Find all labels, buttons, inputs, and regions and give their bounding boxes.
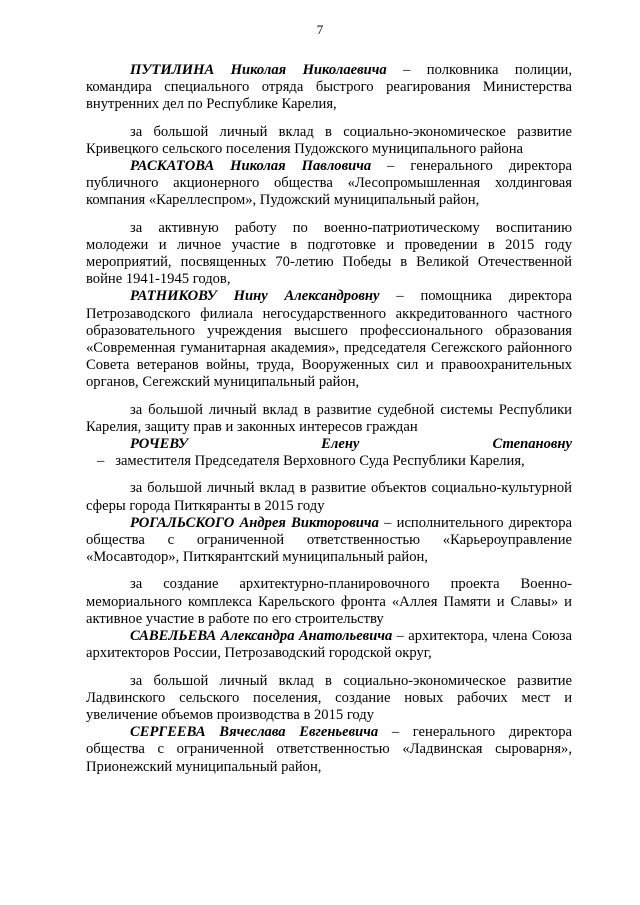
person-description: – генерального директора публичного акционерного общества «Лесопромышленная холдинговая компания «Кареллеспром», Пудожский муниципальный район, bbox=[86, 158, 572, 209]
person-description: – помощника директора Петрозаводского филиала негосударственного аккредитованного частного образовательного учреждения высшего профессионального образования «Современная гуманитарная академия», председателя Сегежского районного Совета ветеранов войны, труда, Вооруженных сил и правоохранительных органов, Сегежский муниципальный район, bbox=[86, 288, 572, 391]
paragraph-gap bbox=[86, 470, 572, 480]
document-body bbox=[86, 62, 572, 776]
award-entry-rogalsky bbox=[86, 515, 572, 567]
person-name: ПУТИЛИНА Николая Николаевича bbox=[130, 62, 387, 78]
award-entry-savelyev bbox=[86, 628, 572, 662]
person-description: – полковника полиции, командира специального отряда быстрого реагирования Министерства внутренних дел по Республике Карелия, bbox=[86, 62, 572, 113]
paragraph-gap bbox=[86, 663, 572, 673]
paragraph-gap bbox=[86, 114, 572, 124]
person-name: РАТНИКОВУ Нину Александровну bbox=[130, 288, 380, 305]
award-entry-ratnikova bbox=[86, 288, 572, 391]
person-name: СЕРГЕЕВА Вячеслава Евгеньевича bbox=[130, 724, 379, 741]
person-description: – генерального директора общества с ограниченной ответственностью «Ладвинская сыроварня», Прионежский муниципальный район, bbox=[86, 724, 572, 775]
award-entry-rocheva bbox=[86, 436, 572, 470]
person-description: – заместителя Председателя Верховного Суда Республики Карелия, bbox=[86, 453, 525, 470]
paragraph-gap bbox=[86, 210, 572, 220]
person-name: РАСКАТОВА Николая Павловича bbox=[130, 158, 372, 175]
award-reason: за большой личный вклад в развитие объектов социально-культурной сферы города Питкяранты в 2015 году bbox=[86, 480, 572, 514]
award-reason: за большой личный вклад в социально-экономическое развитие Ладвинского сельского поселения, создание новых рабочих мест и увеличение объемов производства в 2015 году bbox=[86, 672, 572, 723]
person-name: РОГАЛЬСКОГО Андрея Викторовича bbox=[130, 514, 379, 531]
person-name: РОЧЕВУ Елену Степановну bbox=[130, 436, 572, 453]
paragraph-gap bbox=[86, 392, 572, 402]
award-entry-raskatov bbox=[86, 158, 572, 210]
page-number: 7 bbox=[316, 22, 324, 37]
award-entry-sergeev bbox=[86, 724, 572, 776]
award-reason: за большой личный вклад в социально-экономическое развитие Кривецкого сельского поселения Пудожского муниципального района bbox=[86, 123, 572, 157]
person-description: – архитектора, члена Союза архитекторов России, Петрозаводский городской округ, bbox=[86, 628, 572, 662]
award-reason: за активную работу по военно-патриотическому воспитанию молодежи и личное участие в подготовке и проведении в 2015 году мероприятий, посвященных 70-летию Победы в Великой Отечественной войне 1941-1945 годов, bbox=[86, 219, 572, 288]
award-entry-putilin bbox=[86, 62, 572, 114]
award-reason: за большой личный вклад в развитие судебной системы Республики Карелия, защиту прав и законных интересов граждан bbox=[86, 401, 572, 435]
award-reason: за создание архитектурно-планировочного проекта Военно-мемориального комплекса Карельского фронта «Аллея Памяти и Славы» и активное участие в работе по его строительству bbox=[86, 576, 572, 627]
person-name: САВЕЛЬЕВА Александра Анатольевича bbox=[130, 628, 393, 645]
paragraph-gap bbox=[86, 566, 572, 576]
person-description: – исполнительного директора общества с ограниченной ответственностью «Карьероуправление «Мосавтодор», Питкярантский муниципальный район, bbox=[86, 514, 572, 566]
